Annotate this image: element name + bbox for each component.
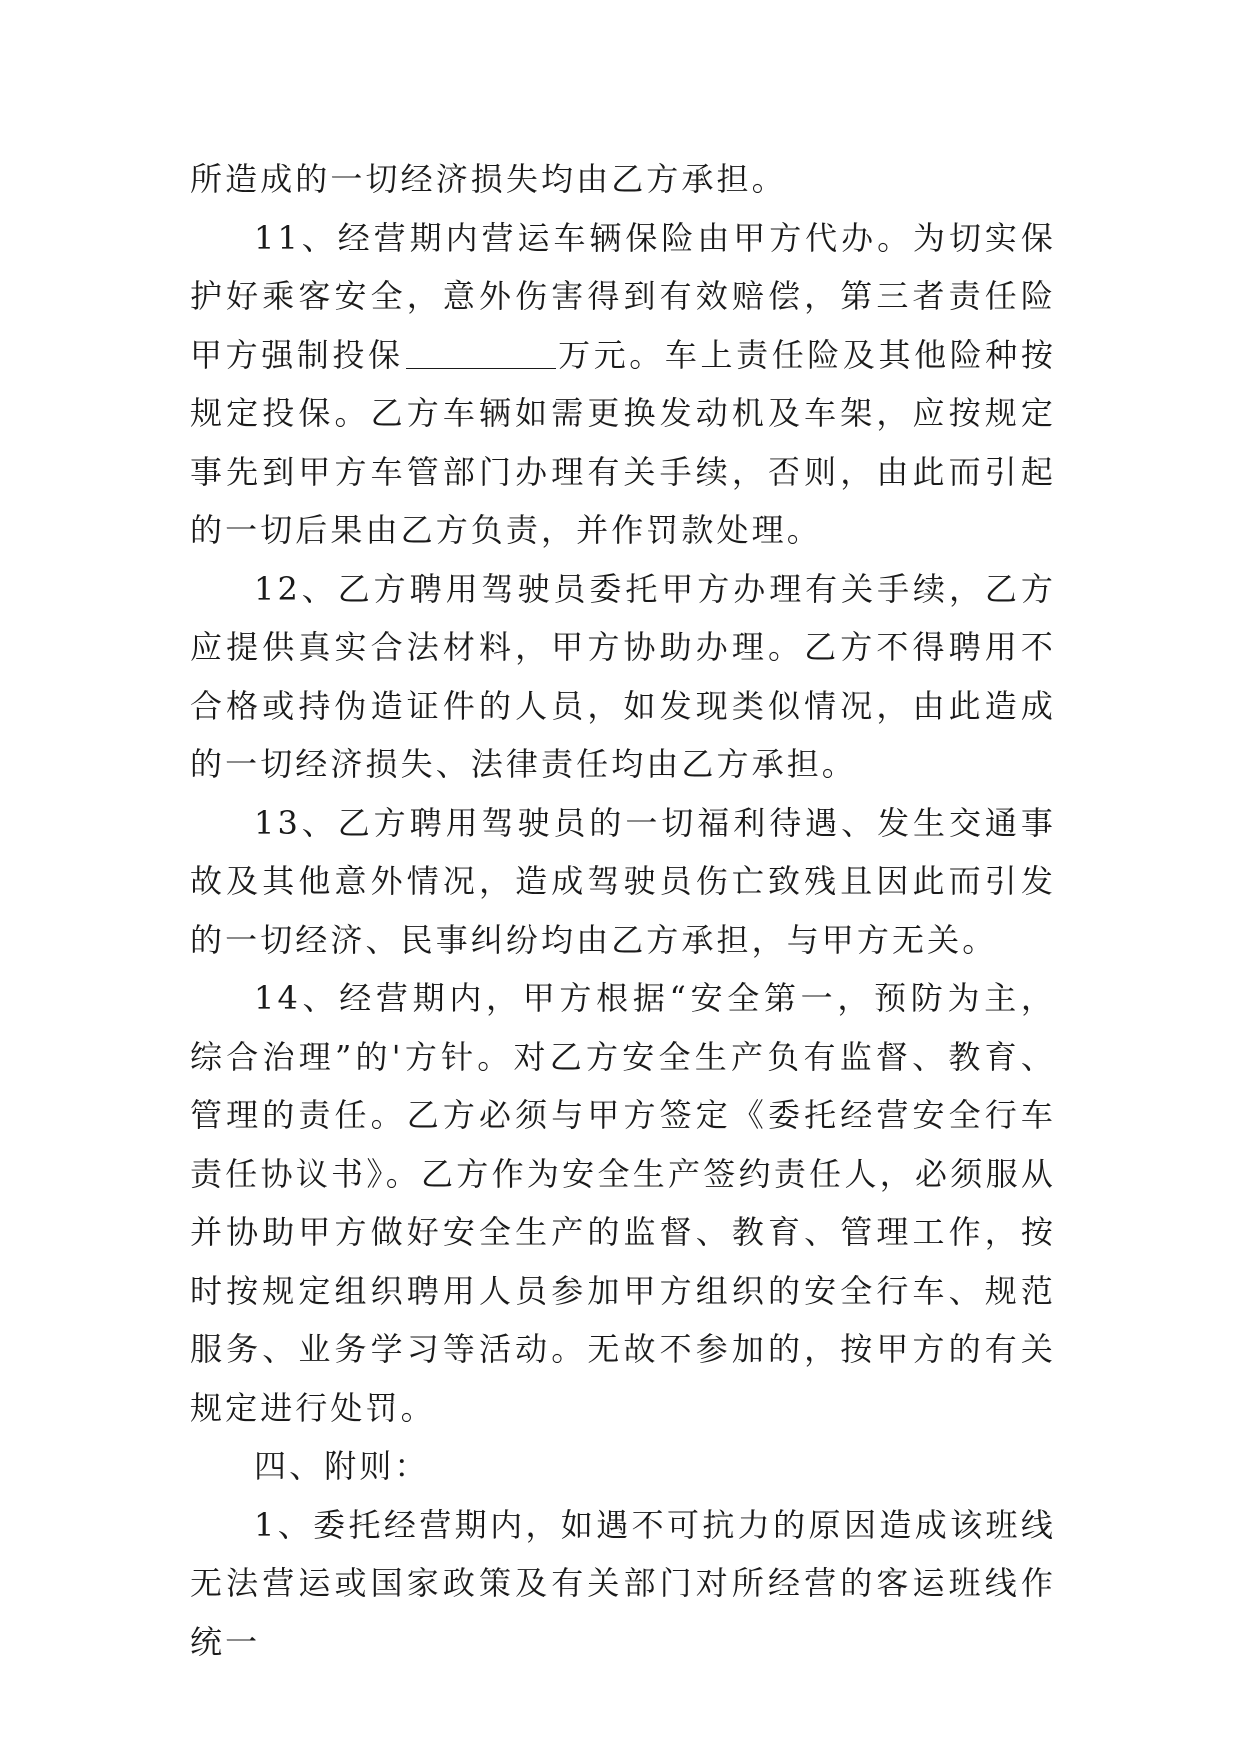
paragraph-continuation: 所造成的一切经济损失均由乙方承担。 — [190, 160, 787, 198]
paragraph-appendix-1: 1、委托经营期内，如遇不可抗力的原因造成该班线无法营运或国家政策及有关部门对所经营的客运班线作统一 — [190, 1505, 1056, 1661]
document-body — [190, 150, 1056, 1671]
paragraph-clause-12: 12、乙方聘用驾驶员委托甲方办理有关手续，乙方应提供真实合法材料，甲方协助办理。乙方不得聘用不合格或持伪造证件的人员，如发现类似情况，由此造成的一切经济损失、法律责任均由乙方承担。 — [190, 569, 1056, 783]
paragraph-clause-13: 13、乙方聘用驾驶员的一切福利待遇、发生交通事故及其他意外情况，造成驾驶员伤亡致残且因此而引发的一切经济、民事纠纷均由乙方承担，与甲方无关。 — [190, 803, 1056, 959]
paragraph-clause-11 — [190, 209, 1056, 560]
section-heading-appendix: 四、附则： — [254, 1447, 430, 1485]
clause-11-text-before-blank: 11、经营期内营运车辆保险由甲方代办。为切实保护好乘客安全，意外伤害得到有效赔偿，第三者责任险甲方强制投保 — [190, 218, 1056, 374]
fill-in-blank — [406, 336, 556, 369]
paragraph-clause-14: 14、经营期内，甲方根据“安全第一，预防为主，综合治理”的'方针。对乙方安全生产负有监督、教育、管理的责任。乙方必须与甲方签定《委托经营安全行车责任协议书》。乙方作为安全生产签约责任人，必须服从并协助甲方做好安全生产的监督、教育、管理工作，按时按规定组织聘用人员参加甲方组织的安全行车、规范服务、业务学习等活动。无故不参加的，按甲方的有关规定进行处罚。 — [190, 979, 1056, 1427]
clause-11-text-after-blank: 万元。车上责任险及其他险种按规定投保。乙方车辆如需更换发动机及车架，应按规定事先到甲方车管部门办理有关手续，否则，由此而引起的一切后果由乙方负责，并作罚款处理。 — [190, 335, 1056, 549]
